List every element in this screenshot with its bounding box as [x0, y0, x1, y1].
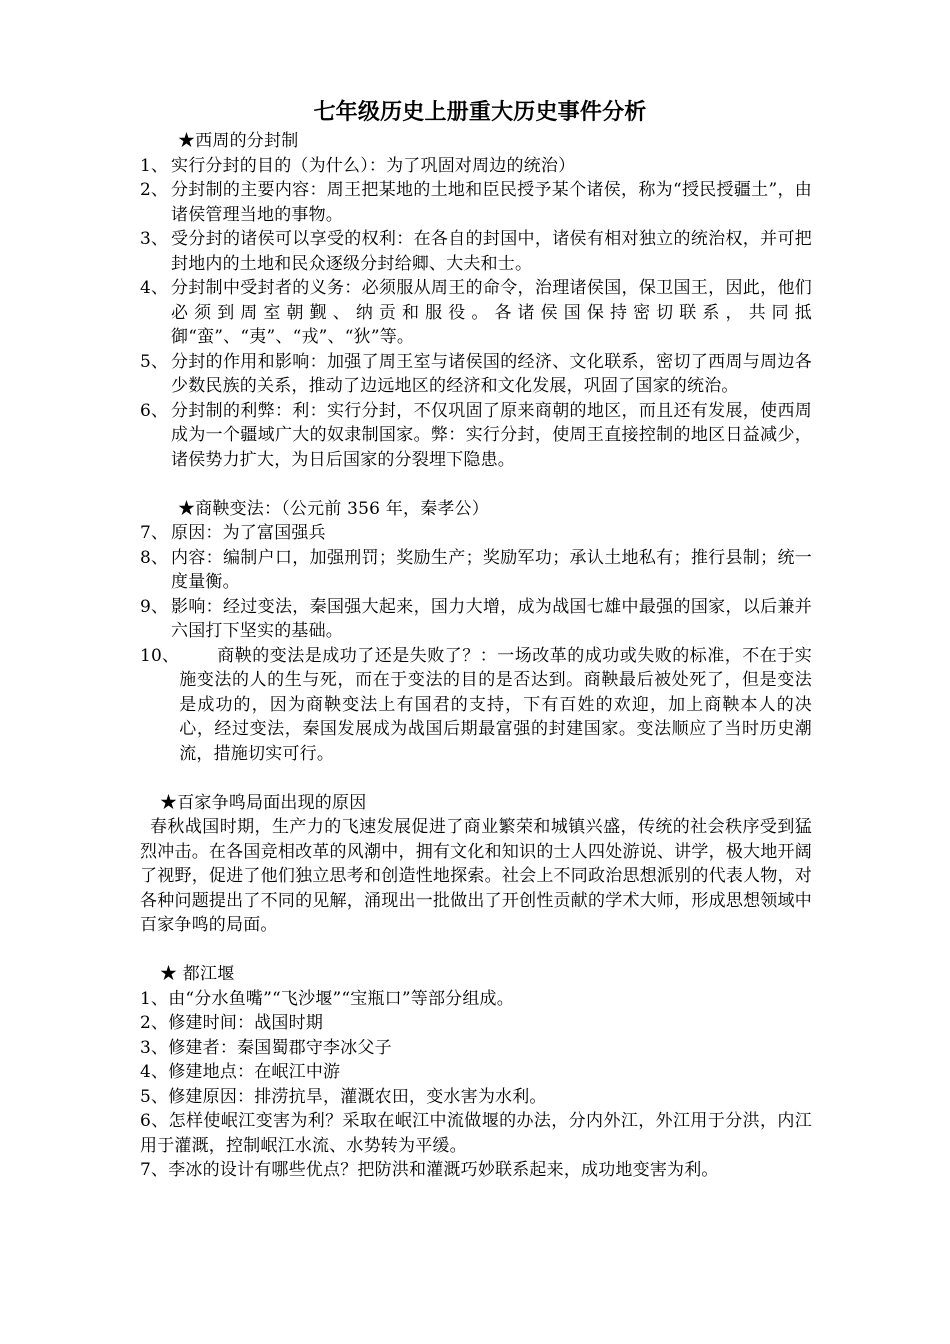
list-number: 1、 — [140, 155, 169, 176]
list-number: 3、 — [140, 229, 169, 249]
list-item: 5、修建原因：排涝抗旱，灌溉农田，变水害为水利。 — [140, 1086, 547, 1107]
list-item — [140, 521, 812, 546]
list-number: 6、 — [140, 400, 169, 421]
list-text: 分封制的主要内容：周王把某地的土地和臣民授予某个诸侯，称为“授民授疆土”，由诸侯管理当地的事物。 — [171, 180, 812, 225]
list-text: 原因：为了富国强兵 — [171, 523, 326, 543]
list-number: 10、 — [140, 645, 180, 666]
list-item: 1、由“分水鱼嘴”“飞沙堰”“宝瓶口”等部分组成。 — [140, 988, 514, 1009]
list-item: 2、修建时间：战国时期 — [140, 1013, 324, 1033]
list-number: 5、 — [140, 351, 169, 372]
list-text: 商鞅的变法是成功了还是失败了？：一场改革的成功或失败的标准，不在于实施变法的人的生与死，而在于变法的目的是否达到。商鞅最后被处死了，但是变法是成功的，因为商鞅变法上有国君的支持，下有百姓的欢迎，加上商鞅本人的决心，经过变法，秦国发展成为战国后期最富强的封建国家。变法顺应了当时历史潮流，措施切实可行。 — [179, 645, 812, 764]
hundred-schools-paragraph: 春秋战国时期，生产力的飞速发展促进了商业繁荣和城镇兴盛，传统的社会秩序受到猛烈冲击。在各国竞相改革的风潮中，拥有文化和知识的士人四处游说、讲学，极大地开阔了视野，促进了他们独立思考和创造性地探索。社会上不同政治思想派别的代表人物，对各种问题提出了不同的见解，涌现出一批做出了开创性贡献的学术大师，形成思想领域中百家争鸣的局面。 — [140, 817, 812, 935]
list-number: 7、 — [140, 523, 169, 543]
list-item — [140, 178, 812, 227]
document-title: 七年级历史上册重大历史事件分析 — [313, 99, 647, 125]
list-item: 3、修建者：秦国蜀郡守李冰父子 — [140, 1037, 392, 1058]
list-text: 内容：编制户口，加强刑罚；奖励生产；奖励军功；承认土地私有；推行县制；统一度量衡。 — [171, 547, 812, 592]
section-heading-hundred-schools: ★百家争鸣局面出现的原因 — [160, 792, 367, 813]
list-item — [140, 399, 812, 473]
list-item: 6、怎样使岷江变害为利？采取在岷江中流做堰的办法，分内外江，外江用于分洪，内江用于灌溉，控制岷江水流、水势转为平缓。 — [140, 1111, 812, 1156]
list-text: 分封制的利弊：利：实行分封，不仅巩固了原来商朝的地区，而且还有发展，使西周成为一个疆域广大的奴隶制国家。弊：实行分封，使周王直接控制的地区日益减少，诸侯势力扩大，为日后国家的分裂埋下隐患。 — [171, 400, 812, 470]
list-item: 7、李冰的设计有哪些优点？把防洪和灌溉巧妙联系起来，成功地变害为利。 — [140, 1160, 719, 1180]
document-page — [140, 95, 812, 1183]
list-number: 2、 — [140, 180, 169, 200]
list-item — [140, 350, 812, 399]
list-item — [140, 276, 812, 350]
list-number: 8、 — [140, 547, 169, 568]
list-text: 受分封的诸侯可以享受的权利：在各自的封国中，诸侯有相对独立的统治权，并可把封地内的土地和民众逐级分封给卿、大夫和士。 — [171, 229, 812, 274]
spacer — [140, 766, 812, 791]
list-item — [140, 644, 812, 767]
dujiangyan-list — [140, 987, 812, 1183]
list-item — [140, 227, 812, 276]
list-item: 4、修建地点：在岷江中游 — [140, 1062, 341, 1082]
spacer — [140, 938, 812, 963]
list-item — [140, 595, 812, 644]
list-number: 4、 — [140, 278, 169, 298]
western-zhou-list — [140, 154, 812, 473]
list-text: 实行分封的目的（为什么）：为了巩固对周边的统治） — [171, 155, 576, 176]
shang-yang-list — [140, 521, 812, 766]
list-text: 分封的作用和影响：加强了周王室与诸侯国的经济、文化联系，密切了西周与周边各少数民族的关系，推动了边远地区的经济和文化发展，巩固了国家的统治。 — [171, 351, 812, 396]
list-number: 9、 — [140, 596, 169, 617]
section-heading-shang-yang: ★商鞅变法：（公元前 356 年，秦孝公） — [178, 498, 489, 519]
list-item — [140, 154, 812, 179]
list-text: 分封制中受封者的义务：必须服从周王的命令，治理诸侯国，保卫国王，因此，他们必须到周室朝觐、纳贡和服役。各诸侯国保持密切联系，共同抵御“蛮”、“夷”、“戎”、“狄”等。 — [171, 278, 812, 347]
list-text: 影响：经过变法，秦国强大起来，国力大增，成为战国七雄中最强的国家，以后兼并六国打下坚实的基础。 — [171, 596, 812, 641]
section-heading-dujiangyan: ★ 都江堰 — [160, 964, 235, 984]
list-item — [140, 546, 812, 595]
spacer — [140, 472, 812, 497]
section-heading-western-zhou: ★西周的分封制 — [178, 131, 299, 151]
list-text-wrapper — [179, 644, 812, 767]
